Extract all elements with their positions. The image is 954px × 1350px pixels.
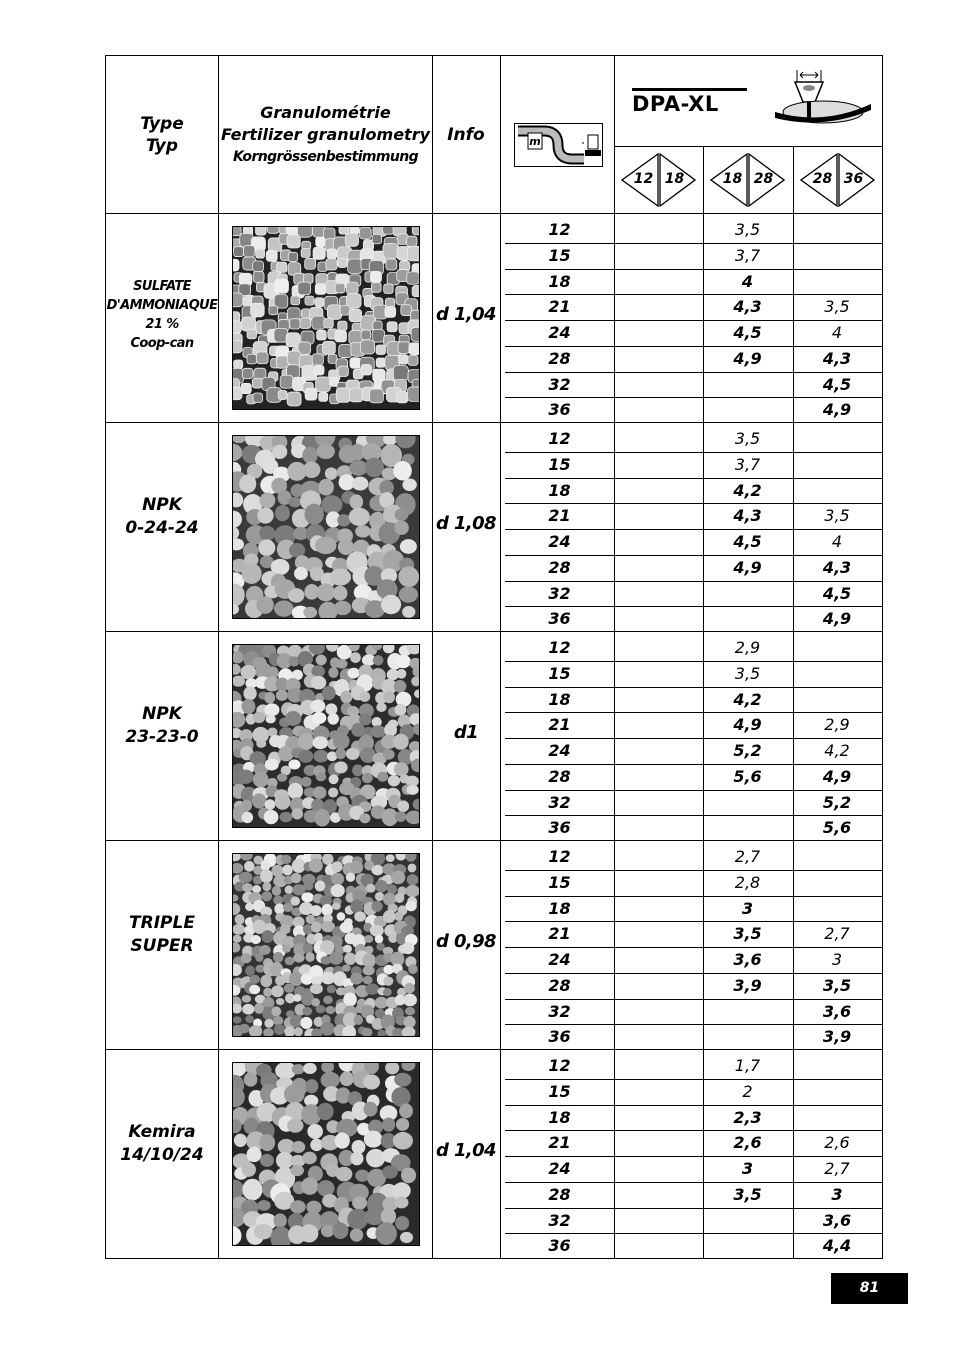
setting-vane-28-36: 3,9 — [822, 1027, 852, 1047]
product-name-line: SULFATE — [133, 279, 191, 294]
row-divider — [505, 478, 882, 479]
setting-vane-18-28: 3,5 — [733, 924, 762, 944]
product-name — [106, 912, 218, 958]
vane-range-12-18-from: 12 — [633, 171, 654, 187]
setting-vane-28-36 — [793, 635, 881, 660]
forward-speed-value: 12 — [548, 1056, 571, 1075]
row-divider — [505, 1024, 882, 1025]
forward-speed-value: 24 — [548, 1159, 571, 1178]
forward-speed-value: 12 — [548, 638, 571, 657]
setting-vane-18-28: 3,5 — [733, 1184, 762, 1204]
setting-vane-28-36: 3 — [831, 950, 843, 969]
product-name-line: Coop-can — [130, 336, 194, 351]
setting-vane-28-36: 4,9 — [822, 609, 852, 629]
forward-speed-value: 32 — [548, 1001, 571, 1021]
setting-vane-18-28: 3,5 — [734, 429, 761, 448]
forward-speed-value: 28 — [548, 975, 571, 995]
forward-speed-value: 21 — [548, 1133, 571, 1153]
logo-bar — [632, 88, 747, 91]
forward-speed-value: 36 — [548, 1027, 571, 1047]
setting-vane-18-28: 3,5 — [734, 220, 761, 239]
setting-vane-18-28: 3,7 — [734, 454, 761, 474]
setting-vane-12-18 — [614, 372, 703, 397]
product-name-line: D'AMMONIAQUE — [106, 298, 218, 313]
setting-vane-28-36: 3 — [831, 1184, 843, 1204]
row-divider — [505, 947, 882, 948]
setting-vane-28-36 — [793, 687, 881, 712]
npk-0-24-24-granules-photo — [232, 435, 420, 619]
forward-speed-value: 24 — [548, 741, 571, 760]
forward-speed-value: 24 — [548, 950, 571, 969]
forward-speed-value: 18 — [548, 689, 571, 709]
setting-vane-18-28: 3 — [741, 1159, 754, 1178]
setting-vane-18-28 — [703, 815, 792, 840]
forward-speed-value: 24 — [548, 532, 571, 551]
product-name — [106, 277, 218, 353]
block-divider — [105, 631, 883, 632]
vane-range-12-18-to: 18 — [664, 171, 685, 187]
density-value: d 1,08 — [436, 513, 496, 534]
forward-speed-value: 32 — [548, 583, 571, 603]
column-header-info — [433, 56, 499, 213]
setting-vane-28-36: 4,9 — [822, 766, 852, 786]
table-top-border — [105, 55, 883, 56]
setting-vane-28-36 — [793, 1053, 881, 1078]
setting-vane-18-28 — [703, 581, 792, 606]
product-name-line: SUPER — [130, 936, 194, 956]
setting-vane-12-18 — [614, 1208, 703, 1233]
product-name-line: 0-24-24 — [125, 518, 199, 538]
triple-super-granules-photo — [232, 853, 420, 1037]
svg-text:m: m — [529, 135, 541, 148]
setting-vane-12-18 — [614, 921, 703, 946]
kemira-granules-photo — [232, 1062, 420, 1246]
npk-23-23-0-granules-photo — [232, 644, 420, 828]
setting-vane-18-28: 4,2 — [733, 480, 762, 500]
row-divider — [505, 452, 882, 453]
setting-vane-28-36: 4,3 — [822, 557, 852, 577]
setting-vane-18-28 — [703, 790, 792, 815]
setting-vane-12-18 — [614, 815, 703, 840]
forward-speed-value: 12 — [548, 429, 571, 448]
row-divider — [505, 1130, 882, 1131]
row-divider — [505, 790, 882, 791]
setting-vane-12-18 — [614, 1182, 703, 1207]
setting-vane-18-28: 2,7 — [734, 847, 761, 866]
setting-vane-28-36: 4,5 — [822, 583, 852, 603]
setting-vane-28-36 — [793, 243, 881, 268]
forward-speed-value: 21 — [548, 506, 571, 526]
setting-vane-12-18 — [614, 581, 703, 606]
hopper-spinning-disc-icon — [773, 68, 873, 130]
setting-vane-12-18 — [614, 269, 703, 294]
setting-vane-12-18 — [614, 503, 703, 528]
row-divider — [505, 606, 882, 607]
forward-speed-value: 36 — [548, 400, 571, 420]
setting-vane-12-18 — [614, 529, 703, 554]
setting-vane-18-28: 3,9 — [733, 975, 762, 995]
product-name-line: NPK — [142, 704, 182, 724]
setting-vane-28-36: 4,9 — [822, 400, 852, 420]
setting-vane-28-36: 3,6 — [822, 1210, 852, 1230]
forward-speed-value: 28 — [548, 348, 571, 368]
row-divider — [505, 687, 882, 688]
brand-logo: DPA-XL — [632, 92, 719, 116]
forward-speed-value: 21 — [548, 924, 571, 944]
forward-speed-value: 12 — [548, 847, 571, 866]
setting-vane-12-18 — [614, 1156, 703, 1181]
tractor-speed-icon — [514, 123, 603, 167]
density-value: d 1,04 — [436, 1140, 496, 1161]
row-divider — [505, 555, 882, 556]
setting-vane-28-36 — [793, 1079, 881, 1104]
row-divider — [505, 243, 882, 244]
setting-vane-28-36: 4,3 — [822, 348, 852, 368]
row-divider — [505, 529, 882, 530]
setting-vane-18-28: 4,5 — [733, 323, 762, 342]
forward-speed-value: 15 — [548, 663, 571, 683]
forward-speed-value: 28 — [548, 1184, 571, 1204]
row-divider — [505, 1182, 882, 1183]
vane-range-28-36-to: 36 — [843, 171, 864, 187]
setting-vane-28-36: 4 — [831, 532, 843, 551]
granulometry-label-de: Korngrössenbestimmung — [232, 148, 419, 165]
row-divider — [505, 372, 882, 373]
setting-vane-12-18 — [614, 973, 703, 998]
forward-speed-value: 28 — [548, 557, 571, 577]
row-divider — [505, 896, 882, 897]
block-divider — [105, 1049, 883, 1050]
setting-vane-12-18 — [614, 1024, 703, 1049]
block-divider — [105, 422, 883, 423]
setting-vane-12-18 — [614, 478, 703, 503]
forward-speed-value: 28 — [548, 766, 571, 786]
product-name-line: TRIPLE — [129, 913, 195, 933]
table-right-border — [882, 55, 883, 1259]
row-divider — [505, 815, 882, 816]
setting-vane-18-28: 2,3 — [733, 1107, 762, 1127]
setting-vane-28-36: 5,2 — [822, 792, 852, 812]
setting-vane-28-36: 3,5 — [824, 506, 850, 526]
setting-vane-18-28: 2,6 — [733, 1133, 762, 1153]
setting-vane-28-36: 3,5 — [824, 297, 850, 317]
forward-speed-value: 18 — [548, 1107, 571, 1127]
granulometry-label-fr: Granulométrie — [260, 102, 391, 122]
forward-speed-value: 15 — [548, 245, 571, 265]
setting-vane-12-18 — [614, 1233, 703, 1258]
setting-vane-28-36: 4,2 — [824, 741, 850, 760]
vane-range-28-36-from: 28 — [812, 171, 833, 187]
setting-vane-12-18 — [614, 452, 703, 477]
forward-speed-value: 32 — [548, 792, 571, 812]
product-name — [106, 494, 218, 540]
forward-speed-value: 36 — [548, 818, 571, 838]
setting-vane-12-18 — [614, 606, 703, 631]
setting-vane-12-18 — [614, 790, 703, 815]
forward-speed-value: 18 — [548, 271, 571, 291]
setting-vane-28-36: 4 — [831, 323, 843, 342]
setting-vane-18-28: 5,6 — [733, 766, 762, 786]
setting-vane-12-18 — [614, 397, 703, 422]
column-divider — [614, 55, 615, 1258]
setting-vane-12-18 — [614, 243, 703, 268]
setting-vane-18-28: 3 — [741, 898, 754, 918]
setting-vane-28-36: 4,5 — [822, 374, 852, 394]
setting-vane-12-18 — [614, 635, 703, 660]
forward-speed-value: 18 — [548, 898, 571, 918]
setting-vane-12-18 — [614, 217, 703, 242]
row-divider — [505, 320, 882, 321]
setting-vane-28-36: 2,6 — [824, 1133, 850, 1153]
row-divider — [505, 764, 882, 765]
setting-vane-18-28: 4,5 — [733, 532, 762, 551]
setting-vane-12-18 — [614, 947, 703, 972]
forward-speed-value: 15 — [548, 454, 571, 474]
setting-vane-28-36: 3,6 — [822, 1001, 852, 1021]
forward-speed-value: 21 — [548, 297, 571, 317]
forward-speed-value: 15 — [548, 1081, 571, 1101]
setting-vane-28-36 — [793, 1105, 881, 1130]
row-divider — [505, 973, 882, 974]
setting-vane-18-28 — [703, 372, 792, 397]
setting-vane-12-18 — [614, 1130, 703, 1155]
setting-vane-28-36 — [793, 452, 881, 477]
type-label-fr: Type — [140, 113, 184, 134]
setting-vane-18-28: 3,5 — [734, 663, 761, 683]
setting-vane-28-36 — [793, 269, 881, 294]
column-divider — [793, 146, 794, 1258]
column-divider — [218, 55, 219, 1258]
info-label: Info — [447, 124, 485, 145]
setting-vane-18-28: 4,9 — [733, 715, 762, 735]
forward-speed-value: 12 — [548, 220, 571, 239]
setting-vane-12-18 — [614, 712, 703, 737]
column-divider — [500, 55, 501, 1258]
setting-vane-18-28: 1,7 — [734, 1056, 761, 1075]
forward-speed-value: 18 — [548, 480, 571, 500]
setting-vane-18-28: 2 — [742, 1081, 753, 1101]
ammonium-sulfate-granules-photo — [232, 226, 420, 410]
setting-vane-28-36 — [793, 478, 881, 503]
row-divider — [505, 346, 882, 347]
granulometry-label-en: Fertilizer granulometry — [220, 124, 431, 144]
vane-range-18-28-from: 18 — [722, 171, 743, 187]
forward-speed-value: 21 — [548, 715, 571, 735]
setting-vane-18-28: 4 — [741, 271, 754, 291]
setting-vane-12-18 — [614, 999, 703, 1024]
setting-vane-28-36: 5,6 — [822, 818, 852, 838]
setting-vane-18-28: 3,7 — [734, 245, 761, 265]
setting-vane-12-18 — [614, 896, 703, 921]
setting-vane-28-36: 3,5 — [822, 975, 852, 995]
setting-vane-12-18 — [614, 346, 703, 371]
row-divider — [505, 921, 882, 922]
forward-speed-value: 36 — [548, 609, 571, 629]
row-divider — [505, 999, 882, 1000]
setting-vane-28-36: 2,7 — [824, 1159, 850, 1178]
setting-vane-28-36 — [793, 844, 881, 869]
setting-vane-18-28: 4,3 — [733, 297, 762, 317]
column-header-granulometry — [219, 56, 432, 213]
header-split-line — [614, 146, 883, 147]
product-name — [106, 703, 218, 749]
forward-speed-value: 24 — [548, 323, 571, 342]
row-divider — [505, 269, 882, 270]
row-divider — [505, 870, 882, 871]
setting-vane-28-36 — [793, 870, 881, 895]
setting-vane-12-18 — [614, 426, 703, 451]
row-divider — [505, 738, 882, 739]
product-name-line: Kemira — [128, 1122, 196, 1142]
setting-vane-18-28: 2,9 — [734, 638, 761, 657]
row-divider — [505, 1105, 882, 1106]
setting-vane-18-28: 2,8 — [734, 872, 761, 892]
header-bottom-border — [105, 213, 883, 214]
setting-vane-28-36 — [793, 217, 881, 242]
forward-speed-value: 36 — [548, 1236, 571, 1256]
density-value: d 1,04 — [436, 304, 496, 325]
row-divider — [505, 1156, 882, 1157]
row-divider — [505, 1233, 882, 1234]
table-left-border — [105, 55, 106, 1259]
setting-vane-18-28: 4,3 — [733, 506, 762, 526]
setting-vane-12-18 — [614, 870, 703, 895]
product-name-line: 23-23-0 — [125, 727, 199, 747]
setting-vane-12-18 — [614, 661, 703, 686]
setting-vane-28-36: 4,4 — [822, 1236, 852, 1256]
row-divider — [505, 1079, 882, 1080]
product-name-line: 21 % — [145, 317, 179, 332]
row-divider — [505, 1208, 882, 1209]
setting-vane-12-18 — [614, 1105, 703, 1130]
page-number: 81 — [831, 1273, 908, 1304]
setting-vane-18-28 — [703, 1233, 792, 1258]
row-divider — [505, 503, 882, 504]
setting-vane-18-28 — [703, 397, 792, 422]
column-header-type — [106, 56, 218, 213]
setting-vane-28-36 — [793, 896, 881, 921]
setting-vane-18-28: 4,9 — [733, 348, 762, 368]
setting-vane-12-18 — [614, 1079, 703, 1104]
type-label-de: Typ — [145, 135, 179, 156]
product-name — [106, 1121, 218, 1167]
forward-speed-value: 15 — [548, 872, 571, 892]
setting-vane-28-36: 2,7 — [824, 924, 850, 944]
setting-vane-18-28: 3,6 — [733, 950, 762, 969]
setting-vane-12-18 — [614, 738, 703, 763]
column-divider — [432, 55, 433, 1258]
row-divider — [505, 712, 882, 713]
setting-vane-28-36 — [793, 661, 881, 686]
density-value: d1 — [453, 722, 479, 743]
row-divider — [505, 581, 882, 582]
setting-vane-18-28 — [703, 999, 792, 1024]
setting-vane-12-18 — [614, 687, 703, 712]
setting-vane-18-28: 4,2 — [733, 689, 762, 709]
setting-vane-12-18 — [614, 764, 703, 789]
setting-vane-12-18 — [614, 1053, 703, 1078]
setting-vane-18-28: 5,2 — [733, 741, 762, 760]
setting-vane-18-28 — [703, 606, 792, 631]
product-name-line: 14/10/24 — [120, 1145, 204, 1165]
setting-vane-12-18 — [614, 294, 703, 319]
table-bottom-border — [105, 1258, 883, 1259]
row-divider — [505, 661, 882, 662]
product-name-line: NPK — [142, 495, 182, 515]
vane-range-18-28-to: 28 — [753, 171, 774, 187]
setting-vane-18-28 — [703, 1208, 792, 1233]
forward-speed-value: 32 — [548, 1210, 571, 1230]
block-divider — [105, 840, 883, 841]
setting-vane-12-18 — [614, 320, 703, 345]
setting-vane-12-18 — [614, 844, 703, 869]
row-divider — [505, 397, 882, 398]
setting-vane-12-18 — [614, 555, 703, 580]
setting-vane-28-36 — [793, 426, 881, 451]
setting-vane-28-36: 2,9 — [824, 715, 850, 735]
row-divider — [505, 294, 882, 295]
forward-speed-value: 32 — [548, 374, 571, 394]
column-divider — [703, 146, 704, 1258]
density-value: d 0,98 — [436, 931, 496, 952]
setting-vane-18-28: 4,9 — [733, 557, 762, 577]
setting-vane-18-28 — [703, 1024, 792, 1049]
